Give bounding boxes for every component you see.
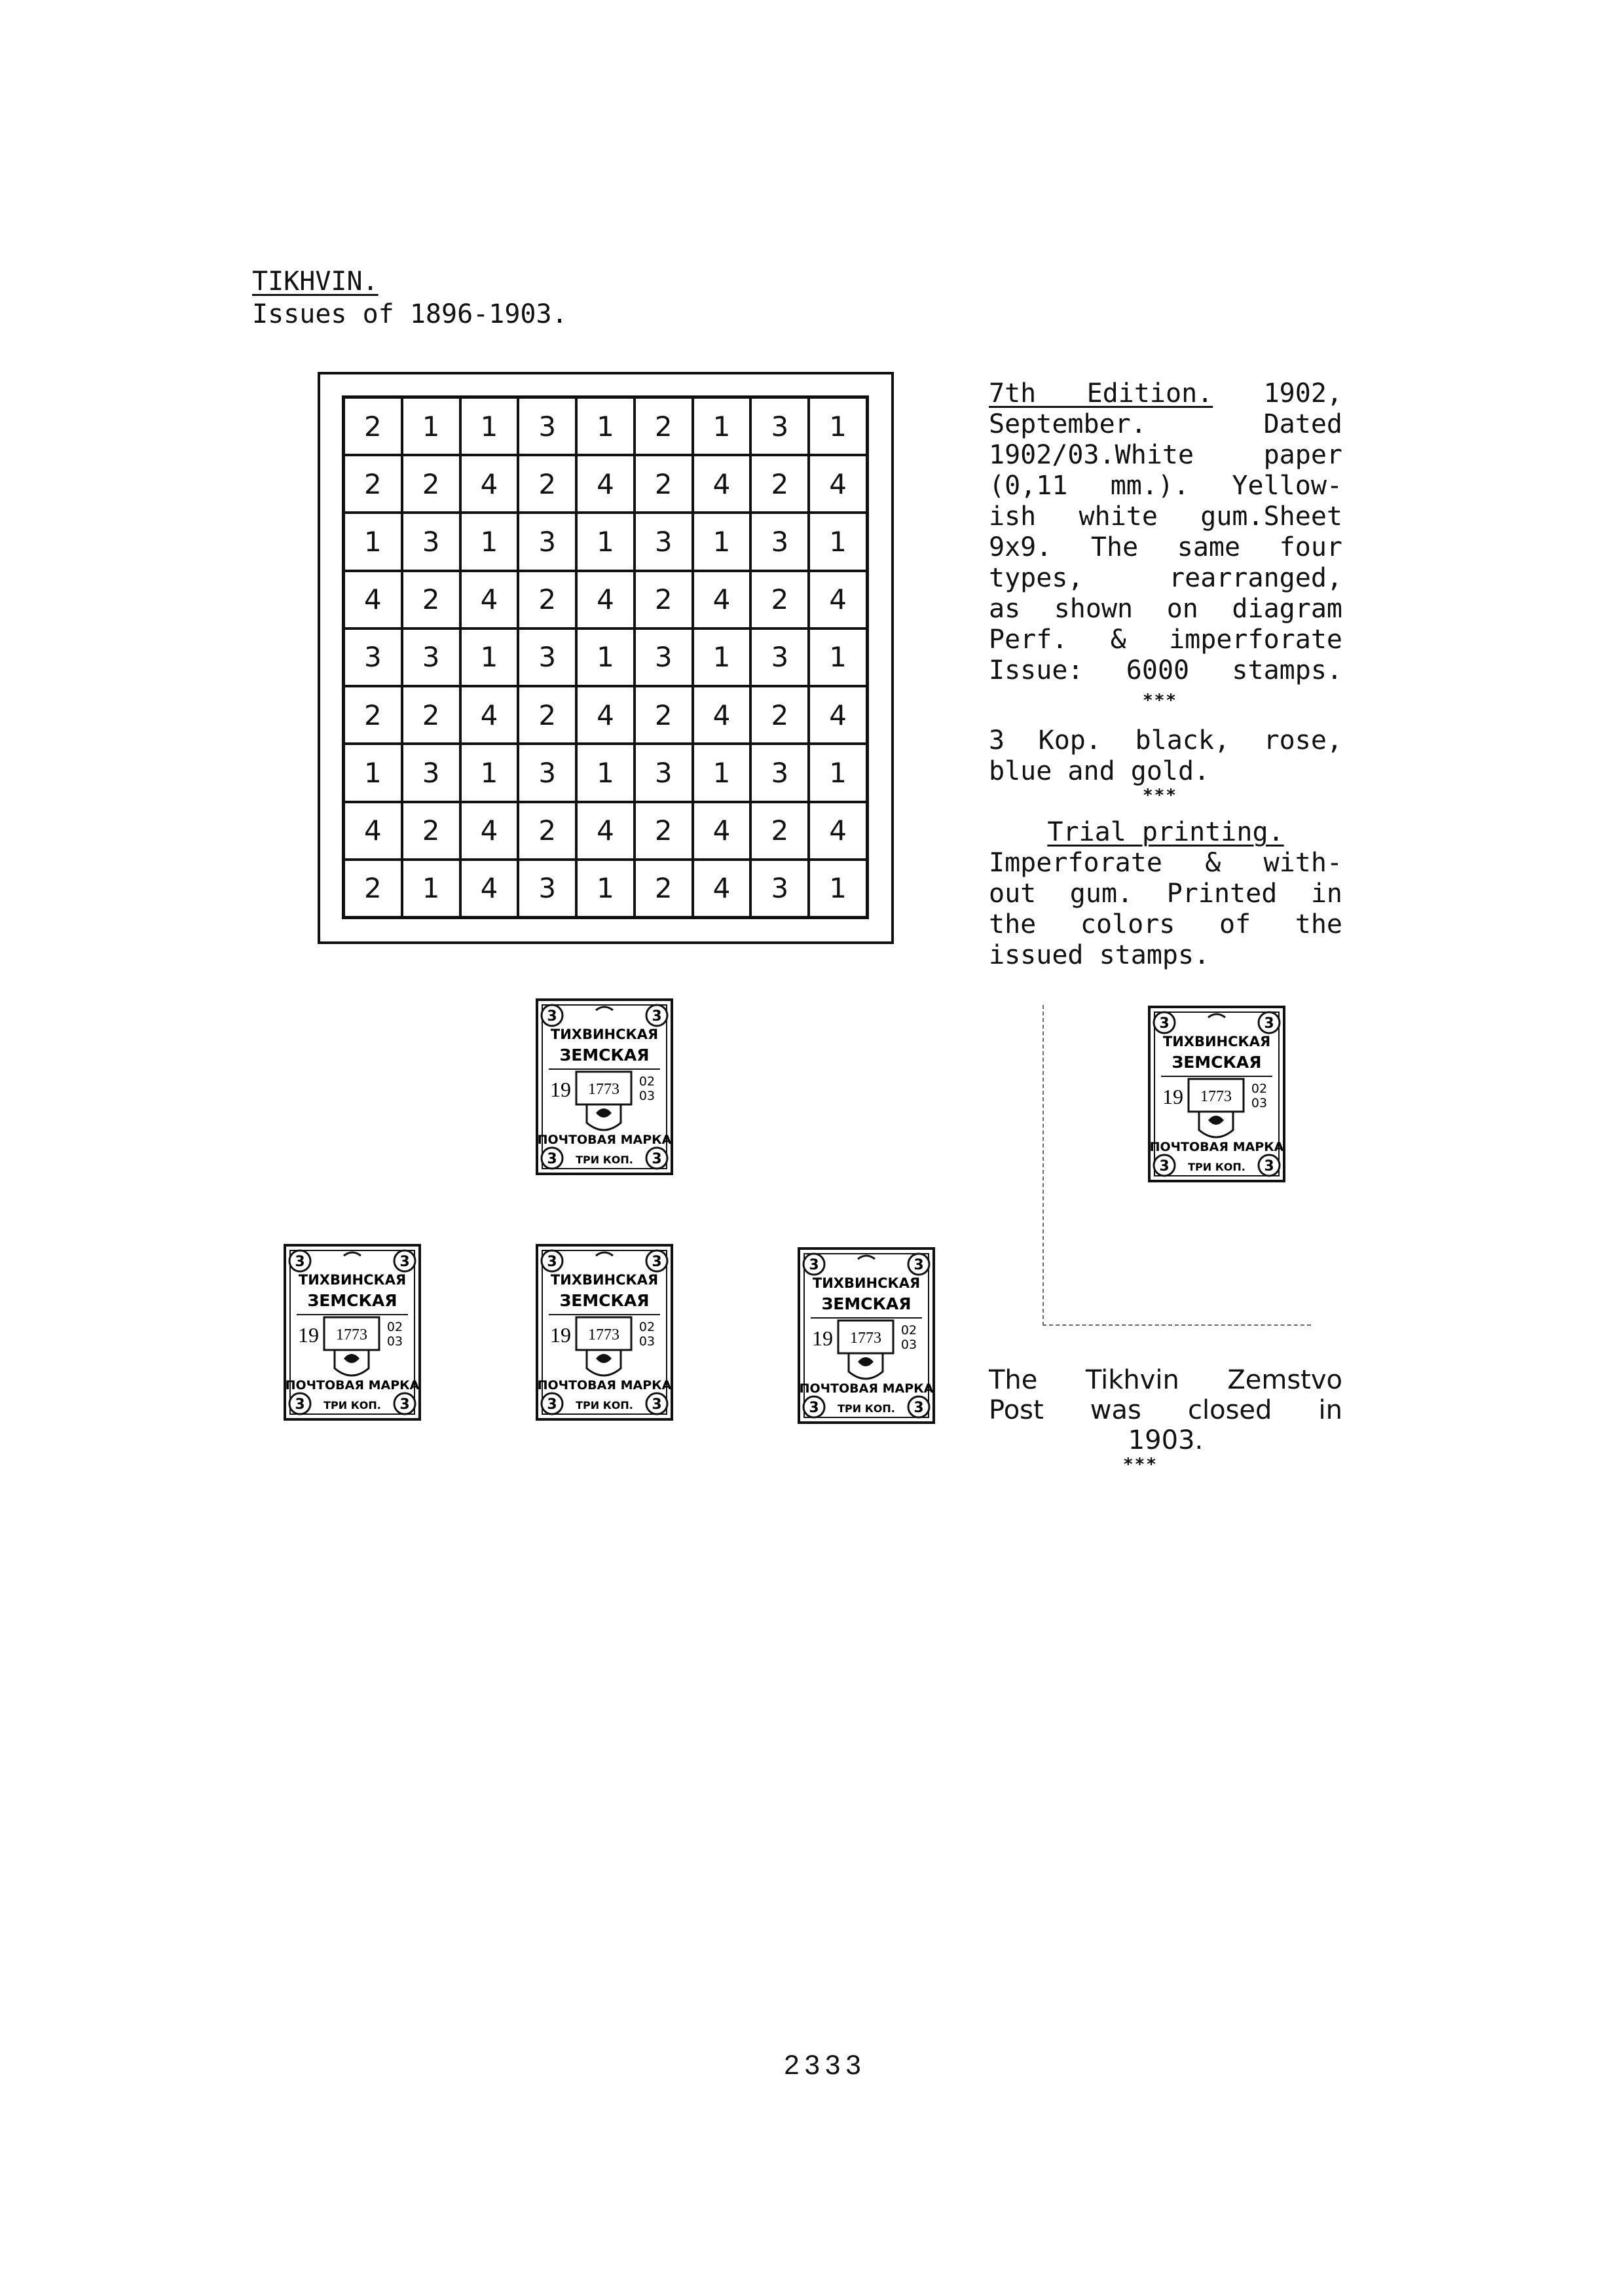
stamp-image xyxy=(1148,1006,1285,1182)
grid-cell: 4 xyxy=(576,686,635,744)
edition-line: September. Dated xyxy=(989,409,1342,439)
grid-cell: 4 xyxy=(576,802,635,860)
stamp-image xyxy=(536,1244,673,1421)
stamp-year-den: 03 xyxy=(386,1334,403,1349)
grid-cell: 2 xyxy=(518,686,576,744)
edition-title: 7th Edition. xyxy=(989,378,1213,409)
stamp-value-text: ТРИ КОП. xyxy=(323,1399,381,1412)
grid-cell: 4 xyxy=(344,802,402,860)
colors-line: 3 Kop. black, rose, xyxy=(989,725,1342,756)
grid-cell: 2 xyxy=(750,571,809,629)
stamp-year-box: 1773 xyxy=(850,1330,881,1347)
grid-cell: 4 xyxy=(460,802,519,860)
grid-cell: 4 xyxy=(344,571,402,629)
grid-cell: 2 xyxy=(635,397,693,455)
grid-cell: 2 xyxy=(750,686,809,744)
edition-line: types, rearranged, xyxy=(989,563,1342,593)
grid-cell: 1 xyxy=(809,860,867,917)
stamp-year-num: 02 xyxy=(1251,1082,1268,1096)
stamp-value-text: ТРИ КОП. xyxy=(576,1399,633,1412)
stamp-corner-value: 3 xyxy=(547,1254,557,1270)
grid-cell: 3 xyxy=(518,513,576,570)
stamp-bottom-text: ПОЧТОВАЯ МАРКА xyxy=(537,1133,672,1147)
stamp-corner-value: 3 xyxy=(652,1254,662,1270)
trial-title: Trial printing. xyxy=(1047,817,1284,847)
stamp-middle-text: ЗЕМСКАЯ xyxy=(1172,1053,1262,1072)
grid-cell: 1 xyxy=(809,397,867,455)
edition-block xyxy=(989,378,1342,686)
stamp-bottom-text: ПОЧТОВАЯ МАРКА xyxy=(799,1381,934,1396)
grid-cell: 2 xyxy=(635,802,693,860)
stamp-image xyxy=(798,1247,935,1424)
closing-line: Post was closed in xyxy=(989,1395,1342,1425)
grid-cell: 3 xyxy=(402,744,460,801)
colors-block xyxy=(989,725,1342,787)
stamp-corner-value: 3 xyxy=(547,1396,557,1413)
trial-line: issued stamps. xyxy=(989,940,1210,970)
stamp-corner-value: 3 xyxy=(295,1254,305,1270)
stamp-top-text: ТИХВИНСКАЯ xyxy=(298,1272,407,1288)
stamp-top-text: ТИХВИНСКАЯ xyxy=(550,1027,659,1042)
grid-cell: 3 xyxy=(518,629,576,686)
heading-subtitle: Issues of 1896-1903. xyxy=(252,299,568,329)
grid-cell: 4 xyxy=(809,802,867,860)
grid-cell: 2 xyxy=(402,802,460,860)
stamp-year-num: 02 xyxy=(386,1320,403,1334)
edition-line: as shown on diagram xyxy=(989,594,1342,624)
stamp-3-kop xyxy=(536,998,673,1175)
grid-cell: 2 xyxy=(344,455,402,513)
closing-line: 1903. xyxy=(1128,1425,1204,1455)
grid-cell: 4 xyxy=(693,686,751,744)
edition-first-line xyxy=(989,378,1342,409)
stamp-corner-value: 3 xyxy=(913,1257,924,1273)
stamp-year-box: 1773 xyxy=(588,1326,619,1343)
grid-cell: 1 xyxy=(576,744,635,801)
edition-line: ish white gum.Sheet xyxy=(989,501,1342,532)
grid-cell: 3 xyxy=(518,744,576,801)
grid-cell: 1 xyxy=(402,397,460,455)
trial-line: the colors of the xyxy=(989,909,1342,939)
stamp-year-den: 03 xyxy=(638,1089,655,1103)
grid-cell: 1 xyxy=(344,513,402,570)
stamp-corner-value: 3 xyxy=(399,1254,410,1270)
stamp-trial-printing xyxy=(1148,1006,1285,1182)
grid-cell: 2 xyxy=(635,686,693,744)
stamp-year-left: 19 xyxy=(1162,1085,1183,1108)
stamp-bottom-text: ПОЧТОВАЯ МАРКА xyxy=(1149,1140,1284,1154)
stamp-corner-value: 3 xyxy=(1264,1015,1274,1032)
stamp-corner-value: 3 xyxy=(295,1396,305,1413)
edition-line: 1902/03.White paper xyxy=(989,440,1342,470)
stamp-3-kop xyxy=(536,1244,673,1421)
grid-cell: 4 xyxy=(693,455,751,513)
grid-cell: 3 xyxy=(518,860,576,917)
trial-block xyxy=(989,817,1342,971)
grid-cell: 3 xyxy=(750,513,809,570)
stamp-corner-value: 3 xyxy=(652,1396,662,1413)
stamp-corner-value: 3 xyxy=(652,1151,662,1167)
grid-cell: 4 xyxy=(460,455,519,513)
grid-cell: 2 xyxy=(402,686,460,744)
stamp-bottom-text: ПОЧТОВАЯ МАРКА xyxy=(537,1378,672,1393)
stamp-3-kop xyxy=(798,1247,935,1424)
grid-cell: 3 xyxy=(518,397,576,455)
stamp-year-den: 03 xyxy=(900,1338,917,1352)
stamp-corner-value: 3 xyxy=(1159,1158,1170,1175)
stamp-year-left: 19 xyxy=(550,1323,571,1347)
stamp-middle-text: ЗЕМСКАЯ xyxy=(821,1294,912,1313)
grid-cell: 3 xyxy=(750,860,809,917)
grid-cell: 3 xyxy=(402,629,460,686)
grid-cell: 4 xyxy=(693,802,751,860)
stamp-corner-value: 3 xyxy=(913,1400,924,1416)
grid-cell: 1 xyxy=(576,860,635,917)
stamp-year-left: 19 xyxy=(550,1078,571,1101)
stamp-3-kop xyxy=(284,1244,421,1421)
stamp-year-box: 1773 xyxy=(336,1326,367,1343)
grid-cell: 2 xyxy=(344,860,402,917)
grid-cell: 3 xyxy=(635,513,693,570)
trial-line: Imperforate & with- xyxy=(989,848,1342,878)
grid-cell: 1 xyxy=(809,513,867,570)
grid-cell: 2 xyxy=(635,860,693,917)
grid-cell: 2 xyxy=(344,397,402,455)
grid-cell: 1 xyxy=(344,744,402,801)
grid-cell: 2 xyxy=(518,802,576,860)
grid-cell: 3 xyxy=(402,513,460,570)
grid-cell: 4 xyxy=(460,860,519,917)
grid-cell: 2 xyxy=(750,802,809,860)
stamp-corner-value: 3 xyxy=(809,1257,819,1273)
stamp-middle-text: ЗЕМСКАЯ xyxy=(559,1291,650,1310)
edition-line: 9x9. The same four xyxy=(989,532,1342,562)
grid-cell: 4 xyxy=(809,455,867,513)
stamp-year-box: 1773 xyxy=(1200,1088,1232,1105)
edition-line: Issue: 6000 stamps. xyxy=(989,655,1342,685)
grid-cell: 4 xyxy=(693,860,751,917)
grid-cell: 2 xyxy=(402,455,460,513)
grid-cell: 1 xyxy=(693,397,751,455)
grid-cell: 2 xyxy=(635,571,693,629)
grid-cell: 3 xyxy=(635,629,693,686)
grid-cell: 3 xyxy=(750,744,809,801)
grid-cell: 1 xyxy=(693,629,751,686)
grid-cell: 4 xyxy=(576,571,635,629)
stamp-bottom-text: ПОЧТОВАЯ МАРКА xyxy=(285,1378,420,1393)
stamp-corner-value: 3 xyxy=(399,1396,410,1413)
page-heading xyxy=(252,265,568,331)
grid-cell: 1 xyxy=(693,513,751,570)
stamp-value-text: ТРИ КОП. xyxy=(576,1154,633,1166)
grid-cell: 2 xyxy=(635,455,693,513)
edition-line: (0,11 mm.). Yellow- xyxy=(989,471,1342,501)
sheet-diagram-grid xyxy=(342,395,869,919)
heading-title: TIKHVIN. xyxy=(252,266,378,297)
grid-cell: 1 xyxy=(809,744,867,801)
grid-cell: 1 xyxy=(460,744,519,801)
stamp-middle-text: ЗЕМСКАЯ xyxy=(559,1046,650,1065)
grid-cell: 4 xyxy=(460,686,519,744)
stamp-image xyxy=(284,1244,421,1421)
stamp-year-box: 1773 xyxy=(588,1081,619,1098)
stamp-corner-value: 3 xyxy=(809,1400,819,1416)
stamp-corner-value: 3 xyxy=(547,1151,557,1167)
grid-cell: 2 xyxy=(344,686,402,744)
grid-cell: 3 xyxy=(635,744,693,801)
stamp-image xyxy=(536,998,673,1175)
page-number: 2333 xyxy=(784,2049,866,2080)
stamp-top-text: ТИХВИНСКАЯ xyxy=(550,1272,659,1288)
stamp-corner-value: 3 xyxy=(652,1008,662,1025)
grid-cell: 2 xyxy=(518,571,576,629)
stamp-top-text: ТИХВИНСКАЯ xyxy=(812,1275,921,1291)
stamp-year-left: 19 xyxy=(298,1323,319,1347)
stamp-corner-value: 3 xyxy=(547,1008,557,1025)
grid-cell: 1 xyxy=(460,629,519,686)
grid-cell: 1 xyxy=(576,629,635,686)
grid-cell: 2 xyxy=(402,571,460,629)
grid-cell: 4 xyxy=(576,455,635,513)
stamp-top-text: ТИХВИНСКАЯ xyxy=(1162,1034,1271,1049)
separator-stars: *** xyxy=(1143,786,1177,805)
trial-title-line xyxy=(989,817,1342,848)
edition-line: Perf. & imperforate xyxy=(989,625,1342,655)
stamp-corner-value: 3 xyxy=(1264,1158,1274,1175)
grid-cell: 4 xyxy=(809,686,867,744)
stamp-value-text: ТРИ КОП. xyxy=(838,1402,895,1415)
stamp-year-num: 02 xyxy=(638,1074,655,1089)
separator-stars: *** xyxy=(1123,1455,1158,1474)
grid-cell: 4 xyxy=(693,571,751,629)
colors-line: blue and gold. xyxy=(989,756,1210,786)
grid-cell: 1 xyxy=(576,513,635,570)
grid-cell: 1 xyxy=(460,397,519,455)
grid-cell: 1 xyxy=(809,629,867,686)
grid-cell: 2 xyxy=(518,455,576,513)
trial-line: out gum. Printed in xyxy=(989,879,1342,909)
grid-cell: 1 xyxy=(460,513,519,570)
grid-cell: 2 xyxy=(750,455,809,513)
stamp-corner-value: 3 xyxy=(1159,1015,1170,1032)
stamp-middle-text: ЗЕМСКАЯ xyxy=(307,1291,397,1310)
stamp-year-num: 02 xyxy=(900,1323,917,1338)
separator-stars: *** xyxy=(1143,691,1177,710)
grid-cell: 3 xyxy=(750,629,809,686)
grid-cell: 1 xyxy=(402,860,460,917)
edition-line: 1902, xyxy=(1213,378,1342,409)
closing-note xyxy=(989,1365,1342,1455)
stamp-year-left: 19 xyxy=(812,1326,833,1350)
stamp-year-den: 03 xyxy=(1251,1096,1268,1110)
grid-cell: 1 xyxy=(693,744,751,801)
grid-cell: 3 xyxy=(750,397,809,455)
stamp-year-den: 03 xyxy=(638,1334,655,1349)
grid-cell: 3 xyxy=(344,629,402,686)
grid-cell: 1 xyxy=(576,397,635,455)
grid-cell: 4 xyxy=(809,571,867,629)
stamp-year-num: 02 xyxy=(638,1320,655,1334)
closing-line: The Tikhvin Zemstvo xyxy=(989,1365,1342,1395)
stamp-value-text: ТРИ КОП. xyxy=(1188,1161,1246,1173)
grid-cell: 4 xyxy=(460,571,519,629)
